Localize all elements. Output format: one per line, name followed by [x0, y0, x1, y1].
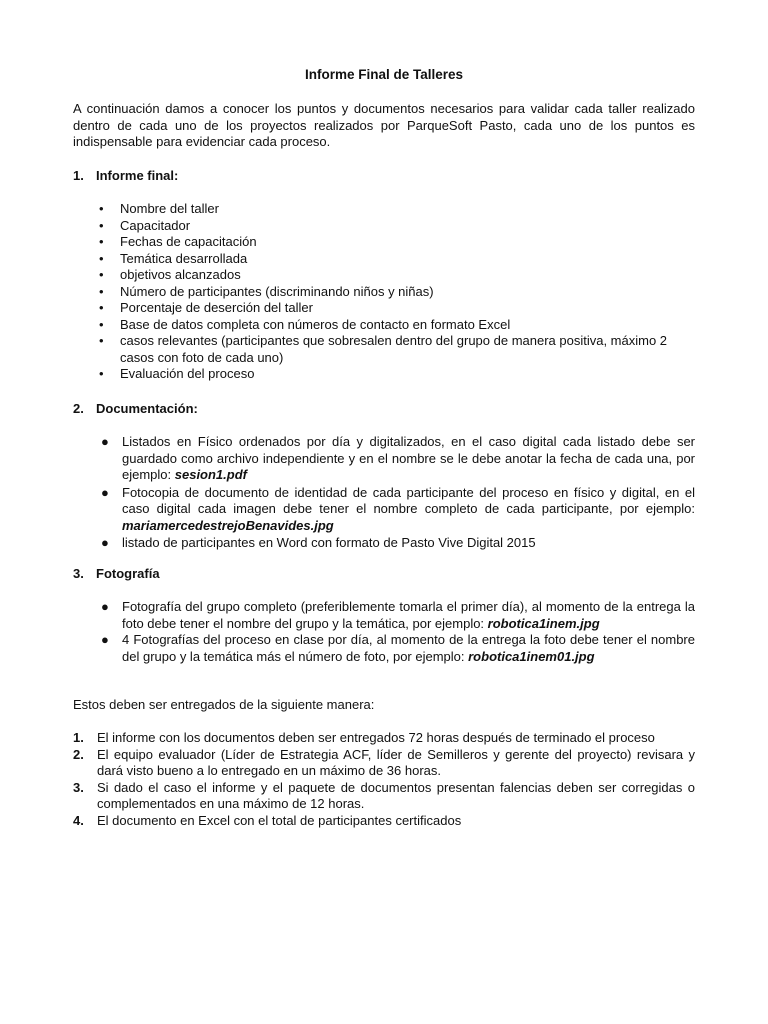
- bullet-icon: •: [99, 300, 104, 315]
- bullet-icon: •: [99, 201, 104, 216]
- list-item-text: objetivos alcanzados: [120, 267, 241, 282]
- example-filename: sesion1.pdf: [174, 467, 247, 482]
- list-item: [73, 779, 695, 813]
- fotografia-list: [101, 599, 695, 665]
- list-item: [99, 201, 680, 218]
- bullet-icon: •: [99, 234, 104, 249]
- list-item-text: Si dado el caso el informe y el paquete de documentos presentan falencias deben ser corregidas o complementados en una máximo de 12 horas.: [97, 779, 695, 811]
- delivery-steps-list: [73, 730, 695, 829]
- step-number: 2.: [73, 746, 84, 762]
- list-item-text: El equipo evaluador (Líder de Estrategia ACF, líder de Semilleros y gerente del proyecto) revisara y dará visto bueno a lo entregado en un máximo de 36 horas.: [97, 746, 695, 778]
- list-item-text: listado de participantes en Word con formato de Pasto Vive Digital 2015: [122, 535, 536, 550]
- list-item: [73, 746, 695, 780]
- step-number: 3.: [73, 779, 84, 795]
- example-filename: robotica1inem.jpg: [487, 615, 600, 631]
- list-item-text: Temática desarrollada: [120, 250, 248, 266]
- delivery-intro: Estos deben ser entregados de la siguiente manera:: [73, 697, 375, 712]
- bullet-icon: •: [99, 283, 104, 299]
- list-item-text: El documento en Excel con el total de participantes certificados: [97, 812, 462, 828]
- bullet-icon: ●: [101, 484, 109, 500]
- list-item: [101, 535, 695, 552]
- bullet-icon: ●: [101, 599, 109, 614]
- section-number: 2.: [73, 401, 84, 416]
- bullet-icon: •: [99, 267, 104, 282]
- list-item: [99, 316, 680, 334]
- list-item-text: Número de participantes (discriminando niños y niñas): [120, 283, 434, 299]
- example-filename: mariamercedestrejoBenavides.jpg: [122, 517, 334, 533]
- list-item-text: casos relevantes (participantes que sobresalen dentro del grupo de manera positiva, máximo 2 casos con foto de cada uno): [120, 333, 668, 365]
- step-number: 1.: [73, 730, 84, 745]
- documentacion-list: [101, 434, 695, 553]
- bullet-icon: ●: [101, 632, 109, 647]
- list-item: [101, 484, 695, 535]
- list-item-text: Capacitador: [120, 217, 191, 233]
- list-item-text: 4 Fotografías del proceso en clase por día, al momento de la entrega la foto debe tener el nombre del grupo y la temática más el número de foto, por ejemplo:: [122, 632, 695, 664]
- list-item-text: Fotografía del grupo completo (preferiblemente tomarla el primer día), al momento de la entrega la foto debe tener el nombre del grupo y la temática, por ejemplo:: [122, 599, 695, 631]
- bullet-icon: ●: [101, 535, 109, 550]
- list-item: [99, 234, 680, 251]
- section-fotografia-heading: [73, 566, 160, 583]
- section-number: 3.: [73, 566, 84, 581]
- list-item: [99, 300, 680, 317]
- step-number: 4.: [73, 812, 84, 828]
- list-item-text: El informe con los documentos deben ser entregados 72 horas después de terminado el proceso: [97, 730, 655, 745]
- section-title: Documentación:: [96, 401, 198, 416]
- list-item: [101, 434, 695, 484]
- list-item-text: Fotocopia de documento de identidad de cada participante del proceso en físico y digital, en el caso digital cada imagen debe tener el nombre completo de cada participante, por ejemplo:: [122, 484, 695, 516]
- bullet-icon: •: [99, 217, 104, 233]
- informe-final-list: [99, 201, 680, 383]
- section-informe-final-heading: [73, 168, 178, 185]
- list-item: [99, 267, 680, 284]
- bullet-icon: •: [99, 316, 104, 332]
- list-item: [99, 217, 680, 235]
- list-item: [101, 632, 695, 665]
- list-item-text: Evaluación del proceso: [120, 366, 255, 381]
- list-item-text: Base de datos completa con números de contacto en formato Excel: [120, 316, 511, 332]
- document-title: Informe Final de Talleres: [304, 67, 464, 82]
- bullet-icon: •: [99, 250, 104, 266]
- list-item-text: Porcentaje de deserción del taller: [120, 300, 313, 315]
- section-title: Informe final:: [96, 168, 179, 183]
- intro-paragraph: A continuación damos a conocer los puntos y documentos necesarios para validar cada taller realizado dentro de cada uno de los proyectos realizados por ParqueSoft Pasto, cada uno de los puntos es indispensable para evidenciar cada proceso.: [73, 101, 695, 149]
- list-item: [73, 812, 695, 830]
- list-item: [99, 366, 680, 383]
- list-item-text: Listados en Físico ordenados por día y digitalizados, en el caso digital cada listado debe ser guardado como archivo independiente y en el nombre se le debe anotar la fecha de cada una, por ejemplo:: [122, 434, 695, 482]
- section-documentacion-heading: [73, 401, 198, 418]
- list-item: [101, 599, 695, 632]
- list-item: [99, 333, 680, 366]
- list-item-text: Nombre del taller: [120, 201, 219, 216]
- bullet-icon: •: [99, 333, 104, 348]
- bullet-icon: •: [99, 366, 104, 381]
- example-filename: robotica1inem01.jpg: [468, 648, 595, 664]
- list-item: [99, 283, 680, 301]
- section-number: 1.: [73, 168, 84, 183]
- list-item-text: Fechas de capacitación: [120, 234, 257, 249]
- list-item: [99, 250, 680, 268]
- list-item: [73, 730, 695, 747]
- section-title: Fotografía: [96, 566, 160, 581]
- bullet-icon: ●: [101, 434, 109, 449]
